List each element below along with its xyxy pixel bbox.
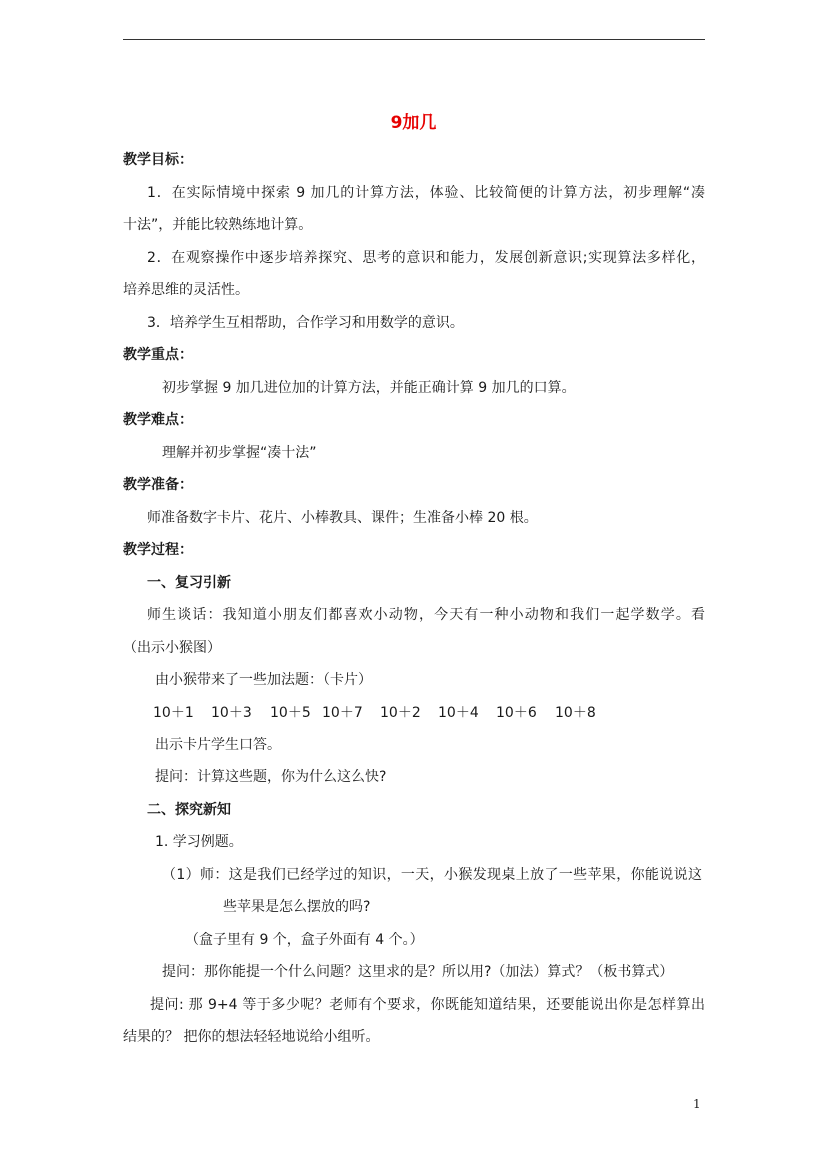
section-1-para-3: 出示卡片学生口答。: [155, 737, 281, 753]
section-2-para-4: 提问：那你能提一个什么问题？这里求的是？所以用?（加法）算式？（板书算式）: [162, 964, 674, 980]
key-points-text: 初步掌握 9 加几进位加的计算方法，并能正确计算 9 加几的口算。: [162, 380, 576, 396]
page-number: 1: [693, 1097, 701, 1111]
section-2-para-5-line-1: 提问: 那 9+4 等于多少呢？老师有个要求，你既能知道结果，还要能说出你是怎样算出: [150, 997, 705, 1013]
section-2-para-1: 1. 学习例题。: [155, 834, 243, 850]
section-1-para-1-line-2: （出示小猴图）: [123, 640, 221, 656]
section-1-para-1-line-1: 师生谈话：我知道小朋友们都喜欢小动物，今天有一种小动物和我们一起学数学。看: [147, 607, 705, 623]
key-points-heading: 教学重点：: [123, 347, 193, 363]
equation-card: 10＋1: [153, 705, 194, 721]
equation-card: 10＋4: [438, 705, 479, 721]
section-2-para-3: （盒子里有 9 个，盒子外面有 4 个。）: [185, 932, 424, 948]
equation-card: 10＋8: [555, 705, 596, 721]
section-2-heading: 二、探究新知: [147, 802, 231, 818]
difficulty-heading: 教学难点：: [123, 412, 193, 428]
section-1-para-2: 由小猴带来了一些加法题：（卡片）: [155, 672, 372, 688]
section-1-para-4: 提问：计算这些题，你为什么这么快?: [155, 769, 387, 785]
equation-card: 10＋5: [270, 705, 311, 721]
goal-1-line-2: 十法”，并能比较熟练地计算。: [123, 217, 313, 233]
preparation-text: 师准备数字卡片、花片、小棒教具、课件；生准备小棒 20 根。: [147, 510, 538, 526]
section-2-para-5-line-2: 结果的？ 把你的想法轻轻地说给小组听。: [123, 1029, 380, 1045]
equation-card: 10＋7: [322, 705, 363, 721]
goal-2-line-1: 2．在观察操作中逐步培养探究、思考的意识和能力，发展创新意识;实现算法多样化，: [147, 250, 705, 266]
section-1-heading: 一、复习引新: [147, 575, 231, 591]
goal-2-line-2: 培养思维的灵活性。: [123, 282, 249, 298]
goal-1-line-1: 1．在实际情境中探索 9 加几的计算方法，体验、比较简便的计算方法，初步理解“凑: [147, 185, 705, 201]
equation-card: 10＋6: [496, 705, 537, 721]
goal-3: 3．培养学生互相帮助，合作学习和用数学的意识。: [147, 315, 464, 331]
process-heading: 教学过程：: [123, 542, 193, 558]
header-rule: [123, 39, 705, 40]
equation-card: 10＋2: [380, 705, 421, 721]
equation-card: 10＋3: [211, 705, 252, 721]
section-2-para-2-line-2: 些苹果是怎么摆放的吗?: [223, 899, 371, 915]
preparation-heading: 教学准备：: [123, 477, 193, 493]
difficulty-text: 理解并初步掌握“凑十法”: [162, 445, 317, 461]
section-2-para-2-line-1: （1）师：这是我们已经学过的知识，一天，小猴发现桌上放了一些苹果，你能说说这: [162, 867, 702, 883]
document-title: 9加几: [390, 113, 437, 133]
goals-heading: 教学目标：: [123, 152, 193, 168]
